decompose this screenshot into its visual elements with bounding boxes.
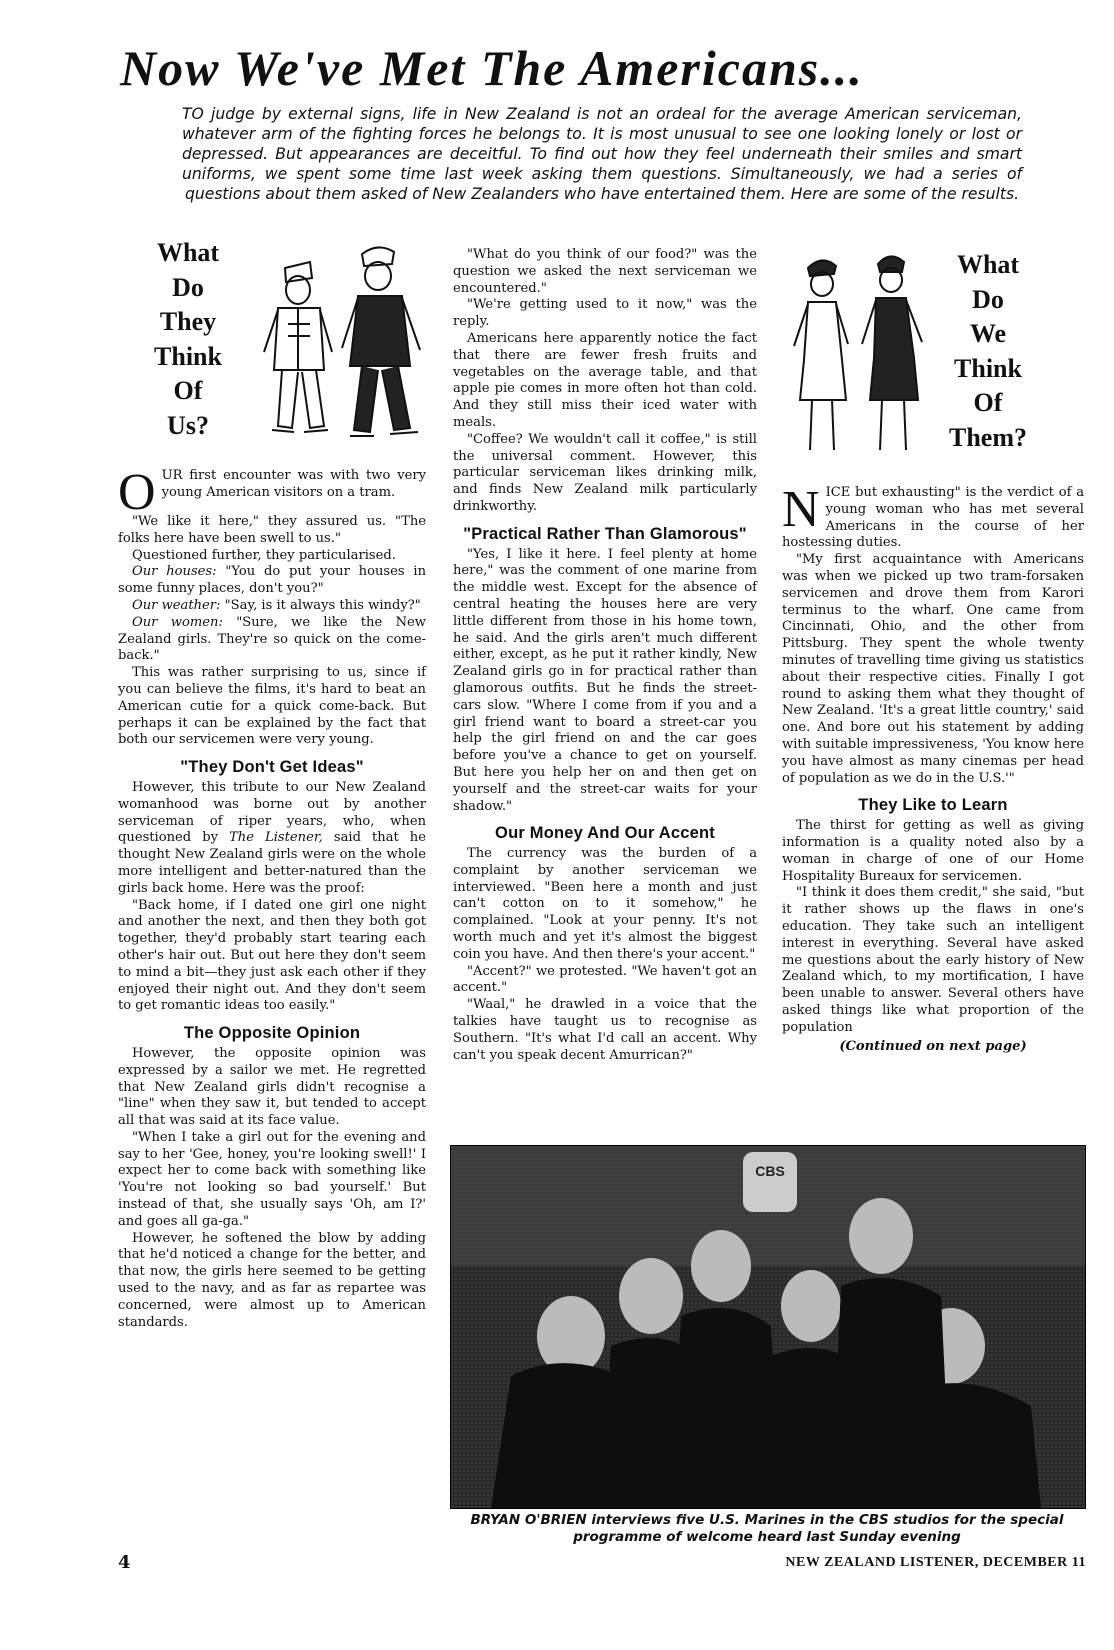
right-heading-line: Do [972, 284, 1004, 314]
right-heading-line: Of [973, 388, 1003, 417]
col1-publication: The Listener, [229, 830, 323, 846]
photo-marines [450, 1145, 1086, 1509]
continued-note: (Continued on next page) [839, 1038, 1027, 1054]
subheading: The Opposite Opinion [183, 1024, 361, 1043]
col1-paragraph: said that he thought New Zealand girls were on the whole more intelligent and better-natured than the girls back home. Here was the proof: [118, 830, 426, 896]
col2-paragraph: "We're getting used to it now," was the reply. [453, 297, 757, 330]
col3-paragraph: "I think it does them credit," she said, "but it rather shows up the flaws in one's education. They take such an intelligent interest in everything. Several have asked me questions about the early history of New Zealand which, to my mortification, I have been unable to answer. Several others have asked things like what proportion of the population [782, 885, 1084, 1035]
drop-cap-o: O [118, 464, 156, 521]
col2-paragraph: "Yes, I like it here. I feel plenty at home here," was the comment of one marine from the middle west. Except for the absence of central heating the houses here are very little different from those in his home town, he said. And the girls aren't much different either, except, as he put it rather kindly, New Zealand girls go in for practical rather than glamorous outfits. But he finds the street-cars slow. "Where I come from if you and a girl friend want to board a street-car you help the girl friend on and the car goes before you've a chance to get on yourself. But here you help her on and then get on yourself and the street-car waits for your shadow." [453, 546, 757, 814]
left-heading-line: Think [154, 341, 222, 371]
col2-paragraph: "Accent?" we protested. "We haven't got an accent." [453, 963, 757, 996]
column-3 [782, 481, 1084, 1055]
left-heading [138, 236, 238, 443]
col1-label: Our women: [132, 614, 223, 630]
col1-paragraph: However, he softened the blow by adding that he'd noticed a change for the better, and that now, the girls here seemed to be getting used to the navy, and as far as repartee was concerned, were almost up to American standards. [118, 1230, 426, 1330]
microphone-icon [743, 1152, 797, 1212]
column-2 [453, 247, 757, 1064]
subheading: They Like to Learn [858, 796, 1008, 815]
subheading: Our Money And Our Accent [495, 824, 715, 843]
page-number: 4 [118, 1552, 131, 1573]
right-heading-line: What [956, 250, 1020, 279]
col1-paragraph: This was rather surprising to us, since if you can believe the films, it's hard to beat an American cutie for a quick come-back. But perhaps it can be explained by the fact that both our servicemen were very young. [118, 665, 426, 748]
photo-caption: BRYAN O'BRIEN interviews five U.S. Marines in the CBS studios for the special programme of welcome heard last Sunday evening [470, 1512, 1064, 1545]
servicemen-illustration [250, 240, 445, 445]
col1-quote: "Say, is it always this windy?" [224, 597, 421, 613]
col2-paragraph: "What do you think of our food?" was the question we asked the next serviceman we encountered." [453, 247, 757, 296]
left-heading-line: They [159, 307, 217, 336]
left-heading-line: Us? [167, 410, 209, 440]
drop-cap-n: N [782, 481, 820, 538]
right-heading-line: Think [954, 353, 1022, 383]
subheading: "Practical Rather Than Glamorous" [463, 524, 747, 543]
left-heading-line: Of [173, 376, 203, 405]
photo-graphic [451, 1146, 1085, 1508]
col1-paragraph: UR first encounter was with two very young American visitors on a tram. [161, 468, 426, 500]
col1-quote: "Sure, we like the New Zealand girls. They're so quick on the come-back." [118, 614, 426, 664]
col2-paragraph: "Coffee? We wouldn't call it coffee," is still the universal comment. However, this particular serviceman likes drinking milk, and finds New Zealand milk particularly drinkworthy. [453, 431, 757, 514]
col2-paragraph: Americans here apparently notice the fact that there are fewer fresh fruits and vegetables on the average table, and that apple pie comes in more often hot than cold. And they still miss their iced water with meals. [453, 330, 757, 430]
col1-label: Our weather: [132, 597, 221, 613]
mic-sign: CBS [755, 1163, 785, 1179]
column-1 [118, 464, 426, 1331]
col1-paragraph: Questioned further, they particularised. [132, 547, 396, 563]
col1-paragraph: However, this tribute to our New Zealand womanhood was borne out by another serviceman of riper years, who, when questioned by [118, 779, 426, 846]
col1-paragraph: However, the opposite opinion was expressed by a sailor we met. He regretted that New Zealand girls didn't recognise a "line" when they saw it, but tended to accept all that was said at its face value. [118, 1045, 426, 1129]
intro-text: TO judge by external signs, life in New Zealand is not an ordeal for the average American serviceman, whatever arm of the fighting forces he belongs to. It is most unusual to see one looking lonely or lost or depressed. But appearances are deceitful. To find out how they feel underneath their smiles and smart uniforms, we spent some time last week asking them questions. Simultaneously, we had a series of questions about them asked of New Zealanders who have entertained them. Here are some of the results. [182, 105, 1022, 203]
col2-paragraph: The currency was the burden of a complaint by another serviceman we interviewed. "Been here a month and just can't cotton on to it somehow," he complained. "Look at your penny. It's not worth much and yet it's almost the biggest coin you have. And then there's your accent." [453, 846, 757, 962]
right-heading [938, 248, 1038, 455]
col1-label: Our houses: [132, 564, 217, 580]
publication-footer: NEW ZEALAND LISTENER, DECEMBER 11 [785, 1555, 1086, 1570]
left-heading-line: What [156, 238, 220, 267]
col1-quote: "You do put your houses in some funny places, don't you?" [118, 564, 426, 597]
women-illustration [786, 250, 936, 470]
col1-paragraph: "When I take a girl out for the evening and say to her 'Gee, honey, you're looking swell!' I expect her to come back with something like 'You're not looking so bad yourself.' But instead of that, she usually says 'Oh, am I?' and goes all ga-ga." [118, 1129, 426, 1229]
right-heading-line: We [969, 319, 1007, 348]
subheading: "They Don't Get Ideas" [180, 758, 364, 777]
col3-paragraph: The thirst for getting as well as giving information is a quality noted also by a woman in charge of one of our Home Hospitality Bureaux for servicemen. [782, 818, 1084, 884]
right-heading-line: Them? [949, 422, 1027, 452]
col1-paragraph: "Back home, if I dated one girl one night and another the next, and then they both got together, they'd probably start tearing each other's hair out. But out here they don't seem to mind a bit—they just ask each other if they enjoyed their night out. And they don't seem to get romantic ideas too easily." [118, 897, 426, 1014]
intro-paragraph [182, 104, 1022, 204]
col3-paragraph: "My first acquaintance with Americans was when we picked up two tram-forsaken servicemen and drove them from Karori terminus to the wharf. One came from Cincinnati, Ohio, and the other from Pittsburg. They spent the whole twenty minutes of travelling time giving us statistics about their respective cities. Finally I got round to asking them what they thought of New Zealand. 'It's a great little country,' said one. And bore out his statement by adding with suitable impressiveness, 'You know here you have almost as many cinemas per head of population as we do in the U.S.'" [782, 552, 1084, 786]
col1-paragraph: "We like it here," they assured us. "The folks here have been swell to us." [118, 514, 426, 546]
col3-paragraph: ICE but exhausting" is the verdict of a young woman who has met several Americans in the course of her hostessing duties. [782, 485, 1084, 551]
page-title: Now We've Met The Americans... [120, 40, 864, 96]
left-heading-line: Do [172, 272, 204, 302]
col2-paragraph: "Waal," he drawled in a voice that the talkies have taught us to recognise as Southern. "It's what I'd call an accent. Why can't you speak decent Amurrican?" [453, 997, 757, 1063]
